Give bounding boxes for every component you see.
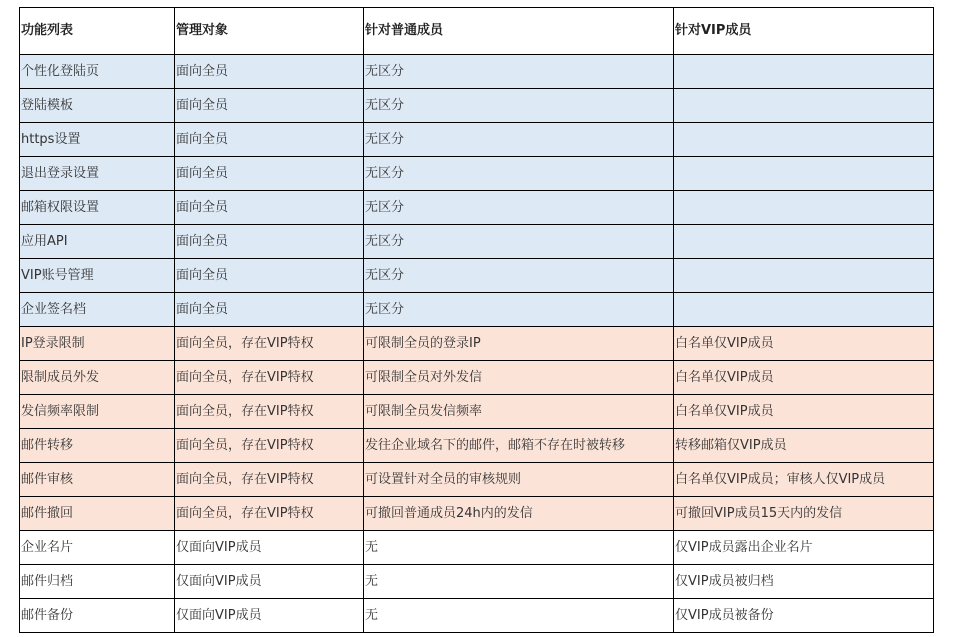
vip-member-cell (674, 89, 934, 123)
table-row (20, 531, 934, 565)
vip-member-cell: 可撤回VIP成员15天内的发信 (674, 497, 934, 531)
feature-cell: 邮件转移 (20, 429, 175, 463)
feature-cell: 个性化登陆页 (20, 55, 175, 89)
feature-cell: 企业名片 (20, 531, 175, 565)
regular-member-cell: 无区分 (364, 55, 674, 89)
feature-cell: 退出登录设置 (20, 157, 175, 191)
feature-cell: 发信频率限制 (20, 395, 175, 429)
managed-object-cell: 仅面向VIP成员 (175, 531, 364, 565)
vip-member-cell (674, 123, 934, 157)
managed-object-cell: 面向全员，存在VIP特权 (175, 327, 364, 361)
managed-object-cell: 面向全员，存在VIP特权 (175, 429, 364, 463)
managed-object-cell: 面向全员 (175, 225, 364, 259)
managed-object-cell: 面向全员，存在VIP特权 (175, 463, 364, 497)
table-row (20, 361, 934, 395)
vip-member-cell (674, 55, 934, 89)
managed-object-cell: 仅面向VIP成员 (175, 599, 364, 633)
feature-cell: 登陆模板 (20, 89, 175, 123)
managed-object-cell: 面向全员 (175, 89, 364, 123)
table-header-row (20, 8, 934, 55)
regular-member-cell: 可限制全员发信频率 (364, 395, 674, 429)
regular-member-cell: 可撤回普通成员24h内的发信 (364, 497, 674, 531)
managed-object-cell: 面向全员 (175, 191, 364, 225)
table-row (20, 55, 934, 89)
feature-cell: 邮件备份 (20, 599, 175, 633)
vip-member-cell: 转移邮箱仅VIP成员 (674, 429, 934, 463)
table-row (20, 89, 934, 123)
table-row (20, 293, 934, 327)
regular-member-cell: 无区分 (364, 89, 674, 123)
feature-cell: 邮箱权限设置 (20, 191, 175, 225)
header-regular-members: 针对普通成员 (364, 8, 674, 55)
table-row (20, 565, 934, 599)
regular-member-cell: 无 (364, 565, 674, 599)
managed-object-cell: 面向全员 (175, 157, 364, 191)
table-row (20, 327, 934, 361)
regular-member-cell: 无区分 (364, 293, 674, 327)
table-row (20, 463, 934, 497)
regular-member-cell: 可设置针对全员的审核规则 (364, 463, 674, 497)
regular-member-cell: 无区分 (364, 191, 674, 225)
table-row (20, 497, 934, 531)
feature-comparison-table (19, 7, 934, 633)
vip-member-cell (674, 191, 934, 225)
feature-cell: 应用API (20, 225, 175, 259)
header-vip-members: 针对VIP成员 (674, 8, 934, 55)
table-row (20, 599, 934, 633)
regular-member-cell: 无 (364, 599, 674, 633)
feature-cell: 邮件撤回 (20, 497, 175, 531)
managed-object-cell: 面向全员 (175, 259, 364, 293)
vip-member-cell (674, 157, 934, 191)
regular-member-cell: 无区分 (364, 157, 674, 191)
regular-member-cell: 发往企业域名下的邮件，邮箱不存在时被转移 (364, 429, 674, 463)
header-feature-list: 功能列表 (20, 8, 175, 55)
regular-member-cell: 可限制全员对外发信 (364, 361, 674, 395)
vip-member-cell (674, 225, 934, 259)
table-row (20, 191, 934, 225)
managed-object-cell: 面向全员 (175, 123, 364, 157)
vip-member-cell: 仅VIP成员被备份 (674, 599, 934, 633)
managed-object-cell: 面向全员 (175, 293, 364, 327)
feature-cell: 邮件审核 (20, 463, 175, 497)
vip-member-cell: 白名单仅VIP成员 (674, 395, 934, 429)
regular-member-cell: 无区分 (364, 259, 674, 293)
feature-cell: 邮件归档 (20, 565, 175, 599)
table-row (20, 395, 934, 429)
feature-cell: https设置 (20, 123, 175, 157)
vip-member-cell: 仅VIP成员露出企业名片 (674, 531, 934, 565)
vip-member-cell: 白名单仅VIP成员 (674, 327, 934, 361)
regular-member-cell: 无区分 (364, 225, 674, 259)
feature-cell: IP登录限制 (20, 327, 175, 361)
regular-member-cell: 无区分 (364, 123, 674, 157)
feature-cell: 企业签名档 (20, 293, 175, 327)
vip-member-cell (674, 293, 934, 327)
regular-member-cell: 无 (364, 531, 674, 565)
table-row (20, 225, 934, 259)
managed-object-cell: 面向全员，存在VIP特权 (175, 361, 364, 395)
table-row (20, 123, 934, 157)
feature-cell: 限制成员外发 (20, 361, 175, 395)
managed-object-cell: 面向全员 (175, 55, 364, 89)
managed-object-cell: 面向全员，存在VIP特权 (175, 395, 364, 429)
vip-member-cell: 仅VIP成员被归档 (674, 565, 934, 599)
table-body (20, 55, 934, 633)
header-managed-object: 管理对象 (175, 8, 364, 55)
table-row (20, 429, 934, 463)
table-row (20, 259, 934, 293)
vip-member-cell: 白名单仅VIP成员；审核人仅VIP成员 (674, 463, 934, 497)
feature-comparison-table-container (19, 7, 933, 633)
vip-member-cell (674, 259, 934, 293)
managed-object-cell: 仅面向VIP成员 (175, 565, 364, 599)
regular-member-cell: 可限制全员的登录IP (364, 327, 674, 361)
managed-object-cell: 面向全员，存在VIP特权 (175, 497, 364, 531)
vip-member-cell: 白名单仅VIP成员 (674, 361, 934, 395)
table-row (20, 157, 934, 191)
feature-cell: VIP账号管理 (20, 259, 175, 293)
